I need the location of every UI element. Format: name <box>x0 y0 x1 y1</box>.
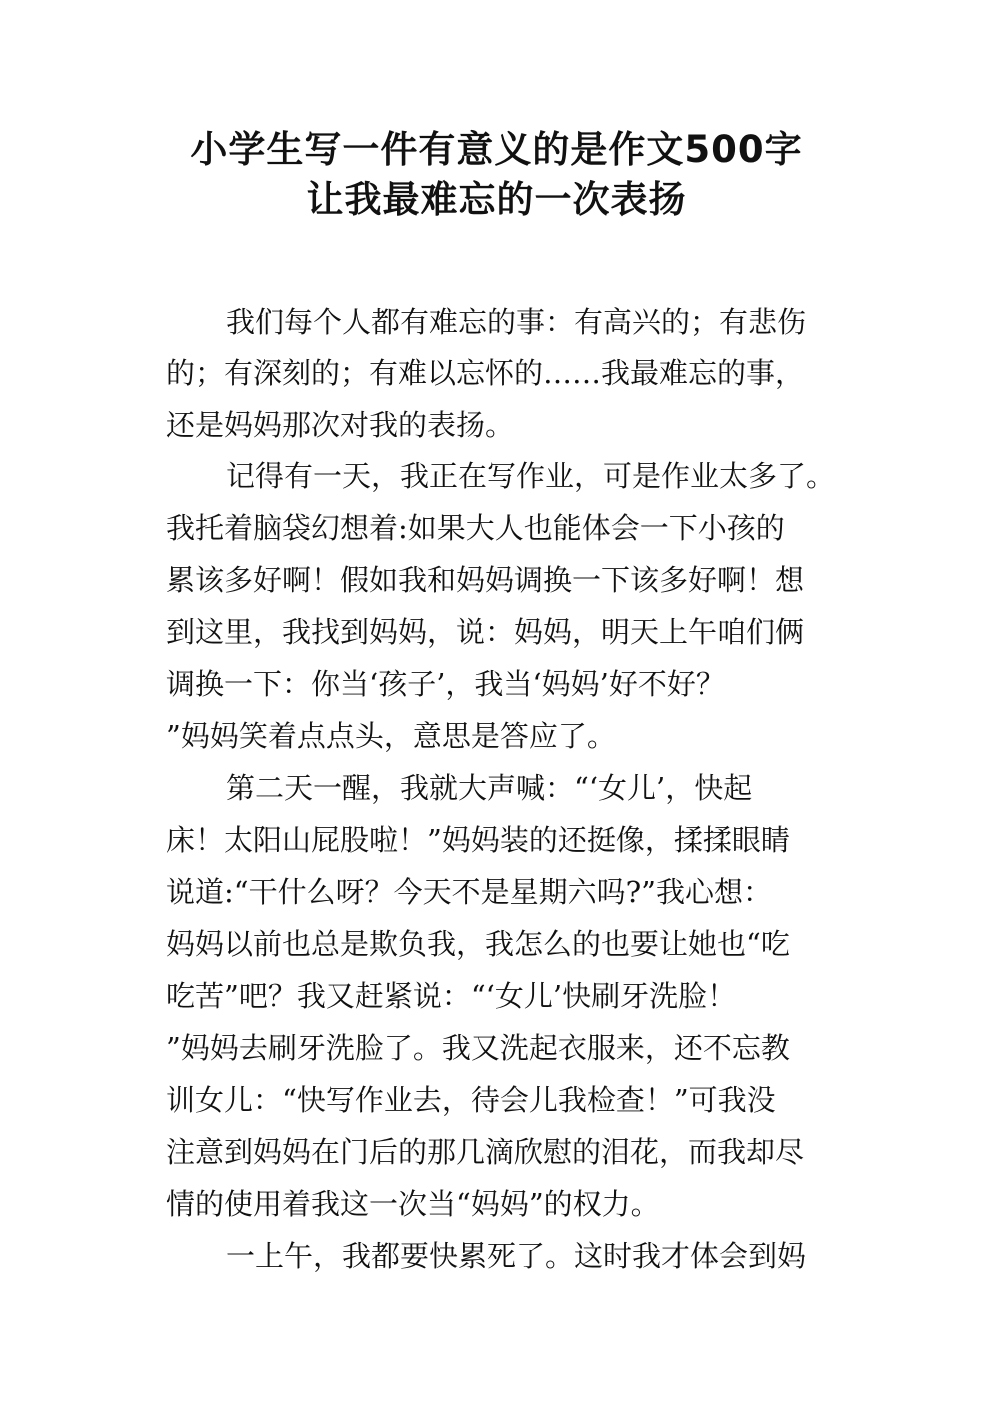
body-line: 情的使用着我这一次当“妈妈”的权力。 <box>166 1187 660 1221</box>
document-title-line-1: 小学生写一件有意义的是作文500字 <box>190 128 803 171</box>
body-line: 我托着脑袋幻想着:如果大人也能体会一下小孩的 <box>166 511 785 545</box>
body-line: 我们每个人都有难忘的事：有高兴的；有悲伤 <box>226 305 807 339</box>
body-line: 一上午，我都要快累死了。这时我才体会到妈 <box>226 1239 807 1273</box>
body-line: 训女儿：“快写作业去，待会儿我检查！”可我没 <box>166 1083 776 1117</box>
body-line: 调换一下：你当‘孩子’，我当‘妈妈’好不好？ <box>166 667 725 701</box>
body-line: 累该多好啊！假如我和妈妈调换一下该多好啊！想 <box>166 563 805 597</box>
body-line: ”妈妈笑着点点头，意思是答应了。 <box>166 719 616 753</box>
body-line: 注意到妈妈在门后的那几滴欣慰的泪花，而我却尽 <box>166 1135 805 1169</box>
body-line: 妈妈以前也总是欺负我，我怎么的也要让她也“吃 <box>166 927 790 961</box>
body-line: 床！太阳山屁股啦！”妈妈装的还挺像，揉揉眼睛 <box>166 823 790 857</box>
body-line: ”妈妈去刷牙洗脸了。我又洗起衣服来，还不忘教 <box>166 1031 790 1065</box>
body-line: 记得有一天，我正在写作业，可是作业太多了。 <box>226 459 836 493</box>
body-line: 吃苦”吧？我又赶紧说：“‘女儿’快刷牙洗脸！ <box>166 979 737 1013</box>
body-line: 还是妈妈那次对我的表扬。 <box>166 408 515 442</box>
body-line: 第二天一醒，我就大声喊：“‘女儿’，快起 <box>226 771 753 805</box>
document-title-line-2: 让我最难忘的一次表扬 <box>306 178 687 221</box>
body-line: 到这里，我找到妈妈，说：妈妈，明天上午咱们俩 <box>166 615 805 649</box>
body-line: 说道:“干什么呀？今天不是星期六吗?”我心想： <box>166 875 772 909</box>
body-line: 的；有深刻的；有难以忘怀的……我最难忘的事， <box>166 356 805 390</box>
